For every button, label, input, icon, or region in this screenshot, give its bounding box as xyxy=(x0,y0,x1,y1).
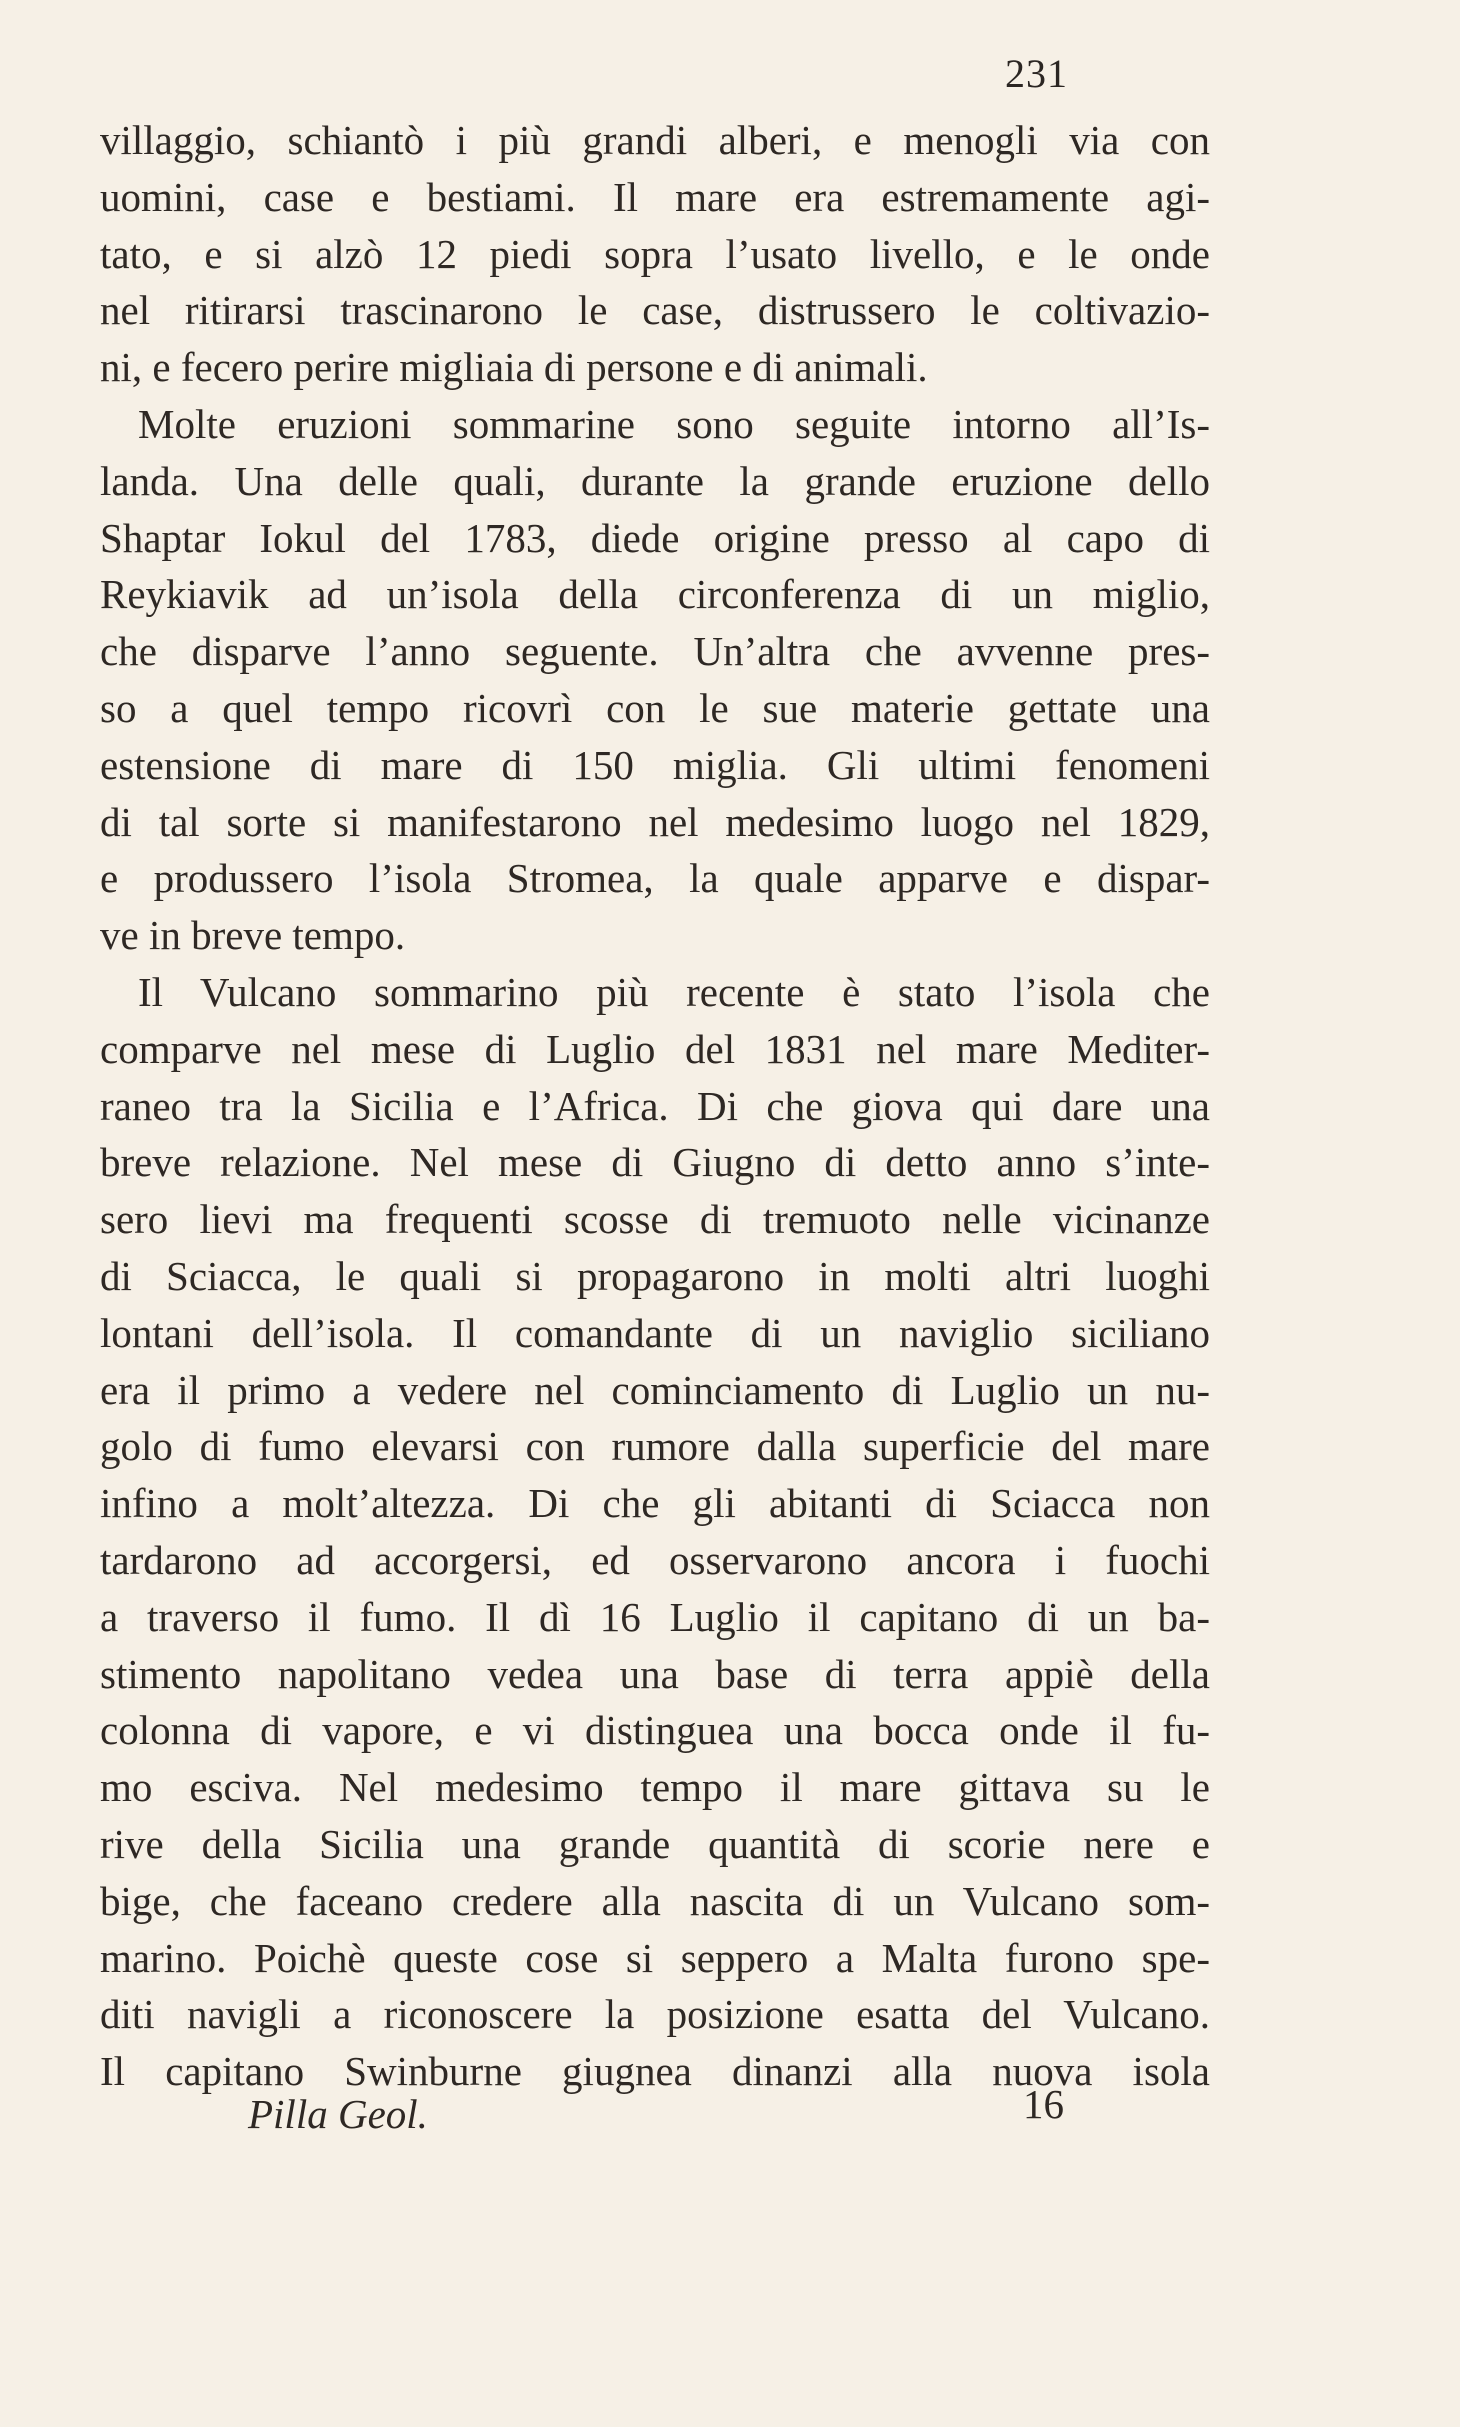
page-footer xyxy=(248,2081,1108,2150)
text-line: uomini, case e bestiami. Il mare era estremamente agi- xyxy=(100,173,1210,220)
sheet-number: 16 xyxy=(1023,2081,1064,2127)
text-line: landa. Una delle quali, durante la grande eruzione dello xyxy=(100,457,1210,504)
text-line: che disparve l’anno seguente. Un’altra che avvenne pres- xyxy=(100,628,1210,675)
text-line: raneo tra la Sicilia e l’Africa. Di che giova qui dare una xyxy=(100,1082,1210,1129)
text-line: so a quel tempo ricovrì con le sue materie gettate una xyxy=(100,684,1210,731)
text-line: lontani dell’isola. Il comandante di un naviglio siciliano xyxy=(100,1309,1210,1356)
text-line: era il primo a vedere nel cominciamento di Luglio un nu- xyxy=(100,1366,1210,1413)
text-line: ve in breve tempo. xyxy=(100,912,406,959)
text-line: stimento napolitano vedea una base di terra appiè della xyxy=(100,1650,1210,1697)
text-line: Molte eruzioni sommarine sono seguite intorno all’Is- xyxy=(138,400,1210,447)
text-line: e produssero l’isola Stromea, la quale apparve e dispar- xyxy=(100,855,1210,902)
body-text xyxy=(100,112,1210,2100)
text-line: di Sciacca, le quali si propagarono in molti altri luoghi xyxy=(100,1252,1210,1299)
text-line: estensione di mare di 150 miglia. Gli ultimi fenomeni xyxy=(100,741,1210,788)
text-line: Il capitano Swinburne giugnea dinanzi alla nuova isola xyxy=(100,2048,1210,2095)
text-line: mo esciva. Nel medesimo tempo il mare gittava su le xyxy=(100,1764,1210,1811)
signature-mark: Pilla Geol. xyxy=(248,2091,428,2137)
text-line: colonna di vapore, e vi distinguea una bocca onde il fu- xyxy=(100,1707,1210,1754)
text-line: tardarono ad accorgersi, ed osservarono ancora i fuochi xyxy=(100,1536,1210,1583)
text-line: villaggio, schiantò i più grandi alberi, e menogli via con xyxy=(100,117,1210,163)
text-line: di tal sorte si manifestarono nel medesimo luogo nel 1829, xyxy=(100,798,1210,845)
text-line: golo di fumo elevarsi con rumore dalla superficie del mare xyxy=(100,1423,1210,1470)
text-line: Shaptar Iokul del 1783, diede origine presso al capo di xyxy=(100,514,1210,561)
text-line: Il Vulcano sommarino più recente è stato l’isola che xyxy=(138,968,1210,1015)
text-line: diti navigli a riconoscere la posizione esatta del Vulcano. xyxy=(100,1991,1210,2038)
text-line: nel ritirarsi trascinarono le case, distrussero le coltivazio- xyxy=(100,287,1210,334)
text-line: ni, e fecero perire migliaia di persone e di animali. xyxy=(100,344,928,391)
text-line: a traverso il fumo. Il dì 16 Luglio il capitano di un ba- xyxy=(100,1593,1210,1640)
text-line: marino. Poichè queste cose si seppero a Malta furono spe- xyxy=(100,1934,1210,1981)
text-line: infino a molt’altezza. Di che gli abitanti di Sciacca non xyxy=(100,1480,1210,1527)
page-number: 231 xyxy=(1005,51,1068,96)
text-line: tato, e si alzò 12 piedi sopra l’usato livello, e le onde xyxy=(100,230,1210,277)
text-line: breve relazione. Nel mese di Giugno di detto anno s’inte- xyxy=(100,1139,1210,1186)
text-line: bige, che faceano credere alla nascita di un Vulcano som- xyxy=(100,1877,1210,1924)
text-line: Reykiavik ad un’isola della circonferenza di un miglio, xyxy=(100,571,1210,618)
text-line: sero lievi ma frequenti scosse di tremuoto nelle vicinanze xyxy=(100,1196,1210,1243)
text-line: comparve nel mese di Luglio del 1831 nel mare Mediter- xyxy=(100,1025,1210,1072)
text-line: rive della Sicilia una grande quantità di scorie nere e xyxy=(100,1820,1210,1867)
